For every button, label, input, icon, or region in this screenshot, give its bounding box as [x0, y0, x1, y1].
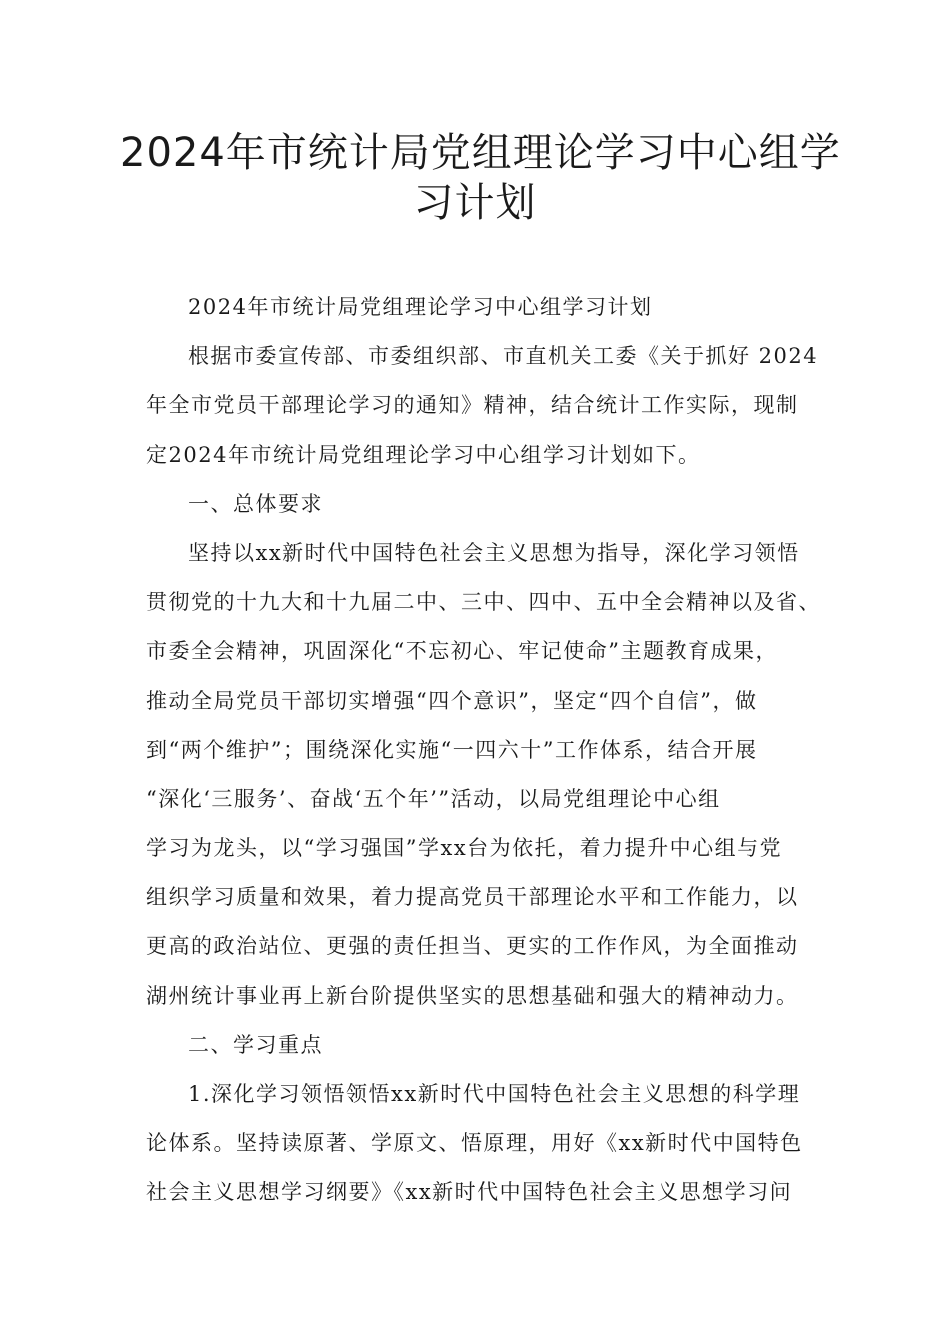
body-line: 组织学习质量和效果，着力提高党员干部理论水平和工作能力，以: [146, 885, 799, 910]
body-line: 2024年市统计局党组理论学习中心组学习计划: [188, 295, 653, 319]
body-line: 年全市党员干部理论学习的通知》精神，结合统计工作实际，现制: [146, 393, 799, 418]
body-line: 贯彻党的十九大和十九届二中、三中、四中、五中全会精神以及省、: [146, 590, 821, 615]
body-line: 定2024年市统计局党组理论学习中心组学习计划如下。: [146, 442, 701, 467]
body-line: 社会主义思想学习纲要》《xx新时代中国特色社会主义思想学习问: [146, 1180, 793, 1205]
body-line: 1.深化学习领悟领悟xx新时代中国特色社会主义思想的科学理: [188, 1082, 801, 1106]
body-line: 二、学习重点: [188, 1032, 323, 1057]
body-line: “深化‘三服务’、奋战‘五个年’”活动，以局党组理论中心组: [146, 786, 721, 811]
body-line: 一、总体要求: [188, 491, 323, 516]
title-line-2: 习计划: [413, 180, 537, 226]
body-line: 学习为龙头，以“学习强国”学xx台为依托，着力提升中心组与党: [146, 836, 783, 861]
body-line: 论体系。坚持读原著、学原文、悟原理，用好《xx新时代中国特色: [146, 1131, 803, 1156]
body-line: 湖州统计事业再上新台阶提供坚实的思想基础和强大的精神动力。: [146, 983, 799, 1008]
document-body: [146, 283, 821, 1218]
body-line: 到“两个维护”；围绕深化实施“一四六十”工作体系，结合开展: [146, 737, 758, 762]
body-line: 坚持以xx新时代中国特色社会主义思想为指导，深化学习领悟: [188, 540, 800, 565]
body-line: 根据市委宣传部、市委组织部、市直机关工委《关于抓好 2024: [188, 344, 819, 369]
title-line-1: 2024年市统计局党组理论学习中心组学: [120, 130, 841, 176]
document-title: [120, 128, 841, 228]
body-line: 市委全会精神，巩固深化“不忘初心、牢记使命”主题教育成果，: [146, 639, 778, 664]
body-line: 更高的政治站位、更强的责任担当、更实的工作作风，为全面推动: [146, 934, 799, 959]
body-line: 推动全局党员干部切实增强“四个意识”，坚定“四个自信”，做: [146, 688, 758, 713]
